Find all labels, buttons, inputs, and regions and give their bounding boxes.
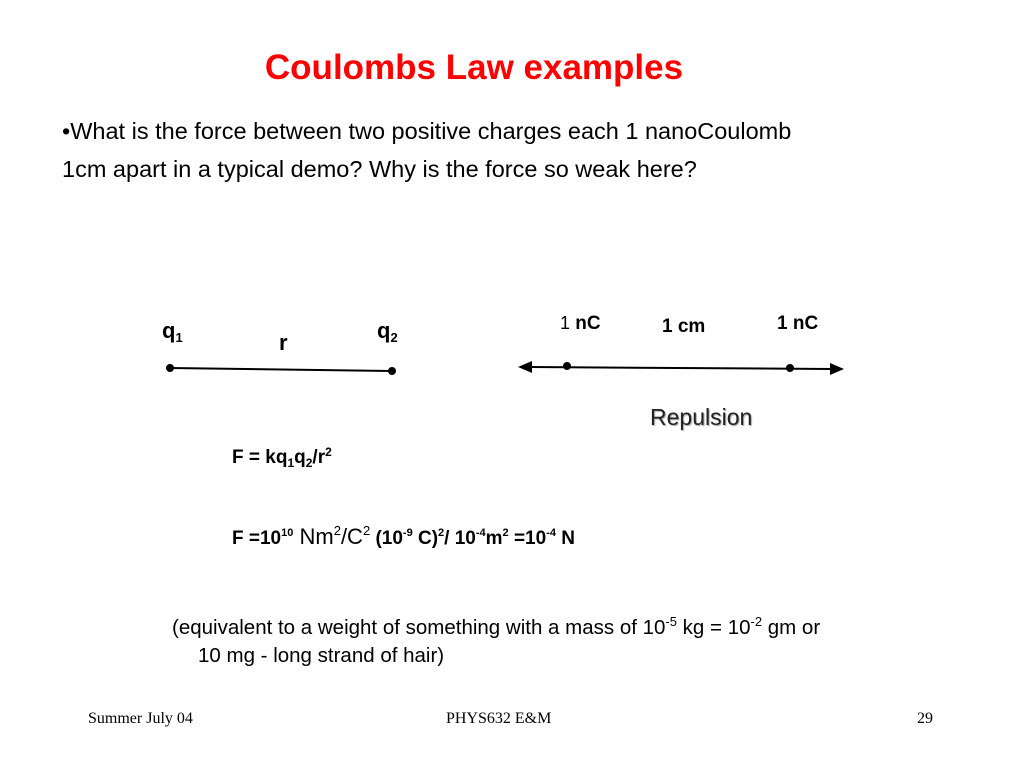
charge1-point [563,362,571,370]
charge2-label: 1 nC [777,313,819,334]
charge1-label: 1 nC [560,313,601,334]
right-diagram-line [518,361,844,375]
coulomb-formula: $F = kq_1q_2/r^2$ [232,445,332,470]
footer-date: Summer July 04 [88,710,193,727]
r-label: r [279,330,288,355]
question-line-1: •What is the force between two positive charges each 1 nanoCoulomb [62,118,792,144]
question-line-2: 1cm apart in a typical demo? Why is the force so weak here? [62,156,697,182]
note-line-1: (equivalent to a weight of something with a mass of $10^{-5}$ kg = $10^{-2}$ gm or [172,614,821,639]
force-calculation: $F =10^{10}$ $Nm^2/C^2$ ($10^{-9}$ C)$^2$/ $10^{-4}m^2 =10^{-4}$ N [232,523,575,549]
slide-title: Coulombs Law examples [264,48,684,87]
charge2-point [786,364,794,372]
q2-point [388,367,396,375]
left-diagram-line [166,364,396,375]
arrow-left-icon [518,361,532,373]
q2-label: $q_2$ [377,318,398,345]
q1-label: $q_1$ [162,318,183,345]
repulsion-label: Repulsion [650,404,753,430]
arrow-right-icon [830,363,844,375]
distance-label: 1 cm [662,316,706,337]
equivalence-note [172,608,820,670]
q1-point [166,364,174,372]
page-number: 29 [917,710,933,727]
note-line-2: 10 mg - long strand of hair) [198,644,445,667]
footer-course: PHYS632 E&M [446,710,552,727]
